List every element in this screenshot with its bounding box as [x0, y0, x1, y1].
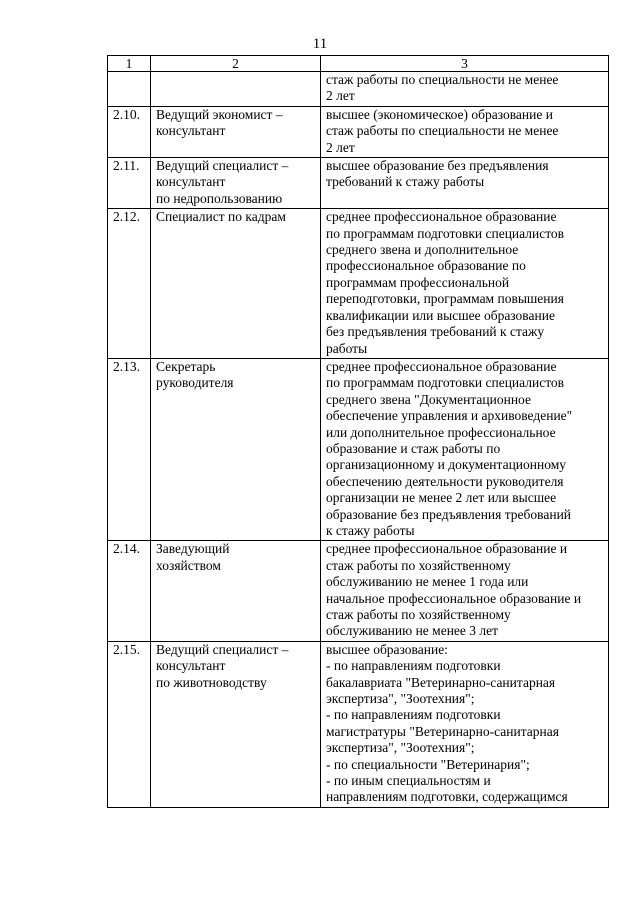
qualification-requirements-table	[107, 55, 609, 808]
position-title: Специалист по кадрам	[151, 209, 321, 359]
requirements-text: среднее профессиональное образование по программам подготовки специалистов среднего звена "Документационное обеспечение управления и архивоведение" или дополнительное профессиональное образование и стаж работы по организационному и документационному обеспечению деятельности руководителя организации не менее 2 лет или высшее образование без предъявления требований к стажу работы	[321, 358, 609, 540]
row-number	[108, 72, 151, 107]
position-title: Ведущий специалист – консультант по недропользованию	[151, 158, 321, 209]
requirements-text: стаж работы по специальности не менее 2 лет	[321, 72, 609, 107]
row-number: 2.15.	[108, 641, 151, 807]
position-title	[151, 72, 321, 107]
position-title: Ведущий экономист – консультант	[151, 106, 321, 157]
table-row	[108, 209, 609, 359]
table-row	[108, 358, 609, 540]
position-title: Секретарь руководителя	[151, 358, 321, 540]
row-number: 2.13.	[108, 358, 151, 540]
table-row	[108, 72, 609, 107]
requirements-text: высшее образование: - по направлениям подготовки бакалавриата "Ветеринарно-санитарная экспертиза", "Зоотехния"; - по направлениям подготовки магистратуры "Ветеринарно-санитарная экспертиза", "Зоотехния"; - по специальности "Ветеринария"; - по иным специальностям и направлениям подготовки, содержащимся	[321, 641, 609, 807]
table-row	[108, 641, 609, 807]
page-number: 11	[312, 36, 328, 52]
requirements-text: высшее (экономическое) образование и стаж работы по специальности не менее 2 лет	[321, 106, 609, 157]
table-row	[108, 158, 609, 209]
row-number: 2.10.	[108, 106, 151, 157]
position-title: Ведущий специалист – консультант по животноводству	[151, 641, 321, 807]
row-number: 2.11.	[108, 158, 151, 209]
position-title: Заведующий хозяйством	[151, 541, 321, 641]
table-header-row	[108, 56, 609, 72]
table-row	[108, 541, 609, 641]
column-header-position: 2	[151, 56, 321, 72]
requirements-text: высшее образование без предъявления требований к стажу работы	[321, 158, 609, 209]
requirements-text: среднее профессиональное образование по программам подготовки специалистов среднего звена и дополнительное профессиональное образование по программам профессиональной переподготовки, программам повышения квалификации или высшее образование без предъявления требований к стажу работы	[321, 209, 609, 359]
table-row	[108, 106, 609, 157]
row-number: 2.14.	[108, 541, 151, 641]
column-header-requirements: 3	[321, 56, 609, 72]
row-number: 2.12.	[108, 209, 151, 359]
requirements-text: среднее профессиональное образование и стаж работы по хозяйственному обслуживанию не менее 1 года или начальное профессиональное образование и стаж работы по хозяйственному обслуживанию не менее 3 лет	[321, 541, 609, 641]
column-header-number: 1	[108, 56, 151, 72]
